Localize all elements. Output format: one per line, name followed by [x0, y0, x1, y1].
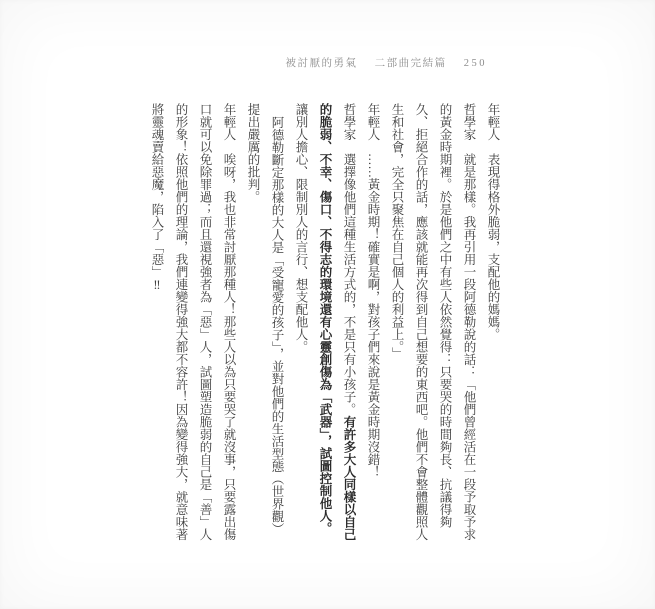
- page-number: 250: [463, 58, 487, 69]
- paragraph-narration: [241, 103, 289, 543]
- speaker-label: 年輕人: [222, 103, 236, 141]
- edition-title: 二部曲完結篇: [374, 58, 447, 69]
- speaker-label: 哲學家: [462, 103, 476, 141]
- dialogue-text: 讓別人擔心、限制別人的言行、想支配他人。: [294, 103, 308, 353]
- paragraph-youth-1: [481, 103, 505, 543]
- dialogue-text: 表現得格外脆弱，支配他的媽媽。: [486, 153, 500, 341]
- dialogue-text: 阿德勒斷定那樣的大人是「受寵愛的孩子」，並對他們的生活型態（世界觀）提出嚴厲的批判。: [246, 103, 284, 535]
- dialogue-text: 選擇像他們這種生活方式的，不是只有小孩子。: [342, 153, 356, 416]
- paragraph-philosopher-1: [385, 103, 481, 543]
- paragraph-youth-2: [361, 103, 385, 543]
- speaker-label: 哲學家: [342, 103, 356, 141]
- paragraph-youth-3: [145, 103, 241, 543]
- book-title: 被討厭的勇氣: [285, 58, 358, 69]
- dialogue-text: 唉呀，我也非常討厭那種人！那些人以為只要哭了就沒事，只要露出傷口就可以免除罪過；而且還視強者為「惡」人，試圖塑造脆弱的自己是「善」人的形象！依照他們的理論，我們連變得強大都不容許！因為變得強大，就意味著將靈魂賣給惡魔，陷入了「惡」‼: [150, 103, 236, 541]
- paragraph-philosopher-2: [289, 103, 361, 543]
- running-header: [286, 55, 488, 70]
- page-text: [145, 103, 505, 543]
- speaker-label: 年輕人: [366, 103, 380, 141]
- emphasized-text: 有許多大人同樣以自己的脆弱、不幸、傷口、不得志的環境還有心靈創傷為「武器」，試圖控制他人。: [318, 103, 356, 541]
- dialogue-text: 就是那樣。我再引用一段阿德勒說的話：「他們曾經活在一段予取予求的黃金時期裡。於是他們之中有些人依然覺得：只要哭的時間夠長、抗議得夠久、拒絕合作的話，應該就能再次得到自己想要的東西吧。他們不會整體觀照人生和社會，完全只聚焦在自己個人的利益上。」: [390, 103, 476, 541]
- dialogue-text: ……黃金時期！確實是啊，對孩子們來說是黃金時期沒錯！: [366, 153, 380, 478]
- speaker-label: 年輕人: [486, 103, 500, 141]
